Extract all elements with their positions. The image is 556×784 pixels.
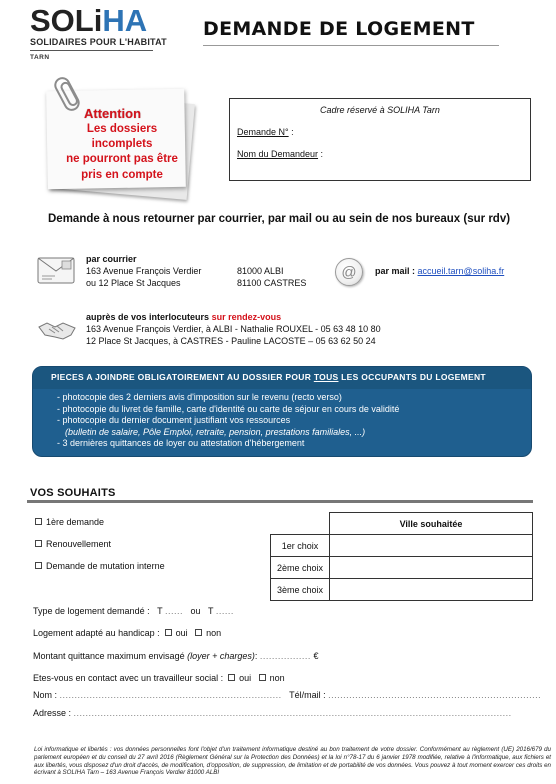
- legal-notice: Loi informatique et libertés : vos données personnelles font l'objet d'un traitement informatique destiné au bon traitement de votre dossier. Conformément au règlement (UE) 2016/679 du parlement européen et du conseil du 27 avril 2016 (Règlement Général sur la Protection des Données) et la loi n°78-17 du 6 janvier 1978 modifiée, relative à l'informatique, aux fichiers et aux libertés, vous disposez d'un droit d'accès, de modification, d'opposition, de suppression, de limitation et de portabilité de vos données. Vous pouvez à tout moment exercer ces droits en écrivant à SOLIHA Tarn – 163 Avenue François Verdier 81000 ALBI: [34, 746, 551, 777]
- courrier-city-2: 81100 CASTRES: [237, 278, 307, 288]
- required-documents-list: [57, 392, 399, 450]
- name-field[interactable]: ..........................................................................: [59, 690, 282, 700]
- checkbox[interactable]: [35, 518, 42, 525]
- attention-text: Les dossiers incomplets ne pourront pas être pris en compte: [66, 123, 178, 181]
- demandeur-name-field[interactable]: Nom du Demandeur :: [237, 149, 324, 159]
- mail-link[interactable]: accueil.tarn@soliha.fr: [417, 266, 505, 276]
- required-documents-box: [32, 366, 532, 457]
- logo-subtitle: SOLIDAIRES POUR L'HABITAT: [30, 37, 167, 47]
- section-heading-souhaits: VOS SOUHAITS: [30, 487, 116, 499]
- choice-label: 1er choix: [271, 535, 330, 557]
- return-instructions: Demande à nous retourner par courrier, par mail ou au sein de nos bureaux (sur rdv): [48, 213, 511, 225]
- housing-type-2-field[interactable]: ......: [215, 606, 234, 616]
- attention-title: Attention: [84, 106, 142, 121]
- contact-name-row: Nom : .......................................................................... Tél/mail : .......................................................................: [33, 690, 542, 700]
- courrier-address-2: ou 12 Place St Jacques: [86, 278, 181, 288]
- option-first-request[interactable]: 1ère demande: [35, 517, 104, 527]
- list-item: (bulletin de salaire, Pôle Emploi, retraite, pension, prestations familiales, ...): [65, 426, 366, 437]
- logo-region: TARN: [30, 54, 50, 61]
- option-renewal[interactable]: Renouvellement: [35, 539, 111, 549]
- page-title: DEMANDE DE LOGEMENT: [203, 18, 475, 40]
- courrier-city-1: 81000 ALBI: [237, 266, 284, 276]
- reserved-title: Cadre réservé à SOLIHA Tarn: [320, 105, 440, 115]
- reserved-box: [229, 98, 531, 181]
- housing-type-1-field[interactable]: ......: [164, 606, 183, 616]
- city-choice-2-field[interactable]: [330, 557, 533, 579]
- section-divider: [27, 500, 533, 503]
- at-sign-icon: @: [335, 258, 363, 286]
- logo-divider: [30, 50, 153, 51]
- option-internal-transfer[interactable]: Demande de mutation interne: [35, 561, 165, 571]
- list-item: - photocopie du livret de famille, carte d'identité ou carte de séjour en cours de validité: [57, 403, 400, 414]
- courrier-address-1: 163 Avenue François Verdier: [86, 266, 202, 276]
- list-item: - photocopie des 2 derniers avis d'imposition sur le revenu (recto verso): [57, 392, 342, 402]
- soliha-logo: SOLiHA: [30, 3, 148, 38]
- letter-icon: [37, 255, 77, 285]
- social-worker-row: Etes-vous en contact avec un travailleur social : oui non: [33, 673, 285, 683]
- city-choice-3-field[interactable]: [330, 579, 533, 601]
- housing-type-row: Type de logement demandé : T ...... ou T ......: [33, 606, 234, 616]
- handshake-icon: [37, 317, 77, 343]
- handicap-row: Logement adapté au handicap : oui non: [33, 628, 222, 638]
- city-choice-table: [270, 512, 533, 601]
- checkbox-social-yes[interactable]: [228, 674, 235, 681]
- courrier-label: par courrier: [86, 254, 137, 264]
- rdv-castres: 12 Place St Jacques, à CASTRES - Pauline LACOSTE – 05 63 62 50 24: [86, 336, 376, 346]
- rent-max-row: Montant quittance maximum envisagé (loyer + charges): ................. €: [33, 651, 319, 661]
- list-item: - 3 dernières quittances de loyer ou attestation d'hébergement: [57, 438, 305, 448]
- demande-number-field[interactable]: Demande N° :: [237, 127, 294, 137]
- choice-label: 2ème choix: [271, 557, 330, 579]
- checkbox[interactable]: [35, 562, 42, 569]
- required-documents-title: PIECES A JOINDRE OBLIGATOIREMENT AU DOSSIER POUR TOUS LES OCCUPANTS DU LOGEMENT: [51, 372, 486, 382]
- checkbox-handicap-yes[interactable]: [165, 629, 172, 636]
- checkbox-handicap-no[interactable]: [195, 629, 202, 636]
- contact-address-row: Adresse : ..................................................................................................................................................: [33, 708, 512, 718]
- checkbox-social-no[interactable]: [259, 674, 266, 681]
- mail-contact: par mail : accueil.tarn@soliha.fr: [375, 266, 505, 276]
- rdv-label: auprès de vos interlocuteurs sur rendez-vous: [86, 312, 282, 322]
- choice-label: 3ème choix: [271, 579, 330, 601]
- city-choice-1-field[interactable]: [330, 535, 533, 557]
- rent-max-field[interactable]: .................: [259, 651, 311, 661]
- checkbox[interactable]: [35, 540, 42, 547]
- tel-mail-field[interactable]: .......................................................................: [328, 690, 542, 700]
- list-item: - photocopie du dernier document justifiant vos ressources: [57, 415, 291, 425]
- rdv-albi: 163 Avenue François Verdier, à ALBI - Nathalie ROUXEL - 05 63 48 10 80: [86, 324, 381, 334]
- title-divider: [203, 45, 499, 46]
- address-field[interactable]: ..................................................................................................................................................: [73, 708, 512, 718]
- city-table-header: Ville souhaitée: [330, 513, 533, 535]
